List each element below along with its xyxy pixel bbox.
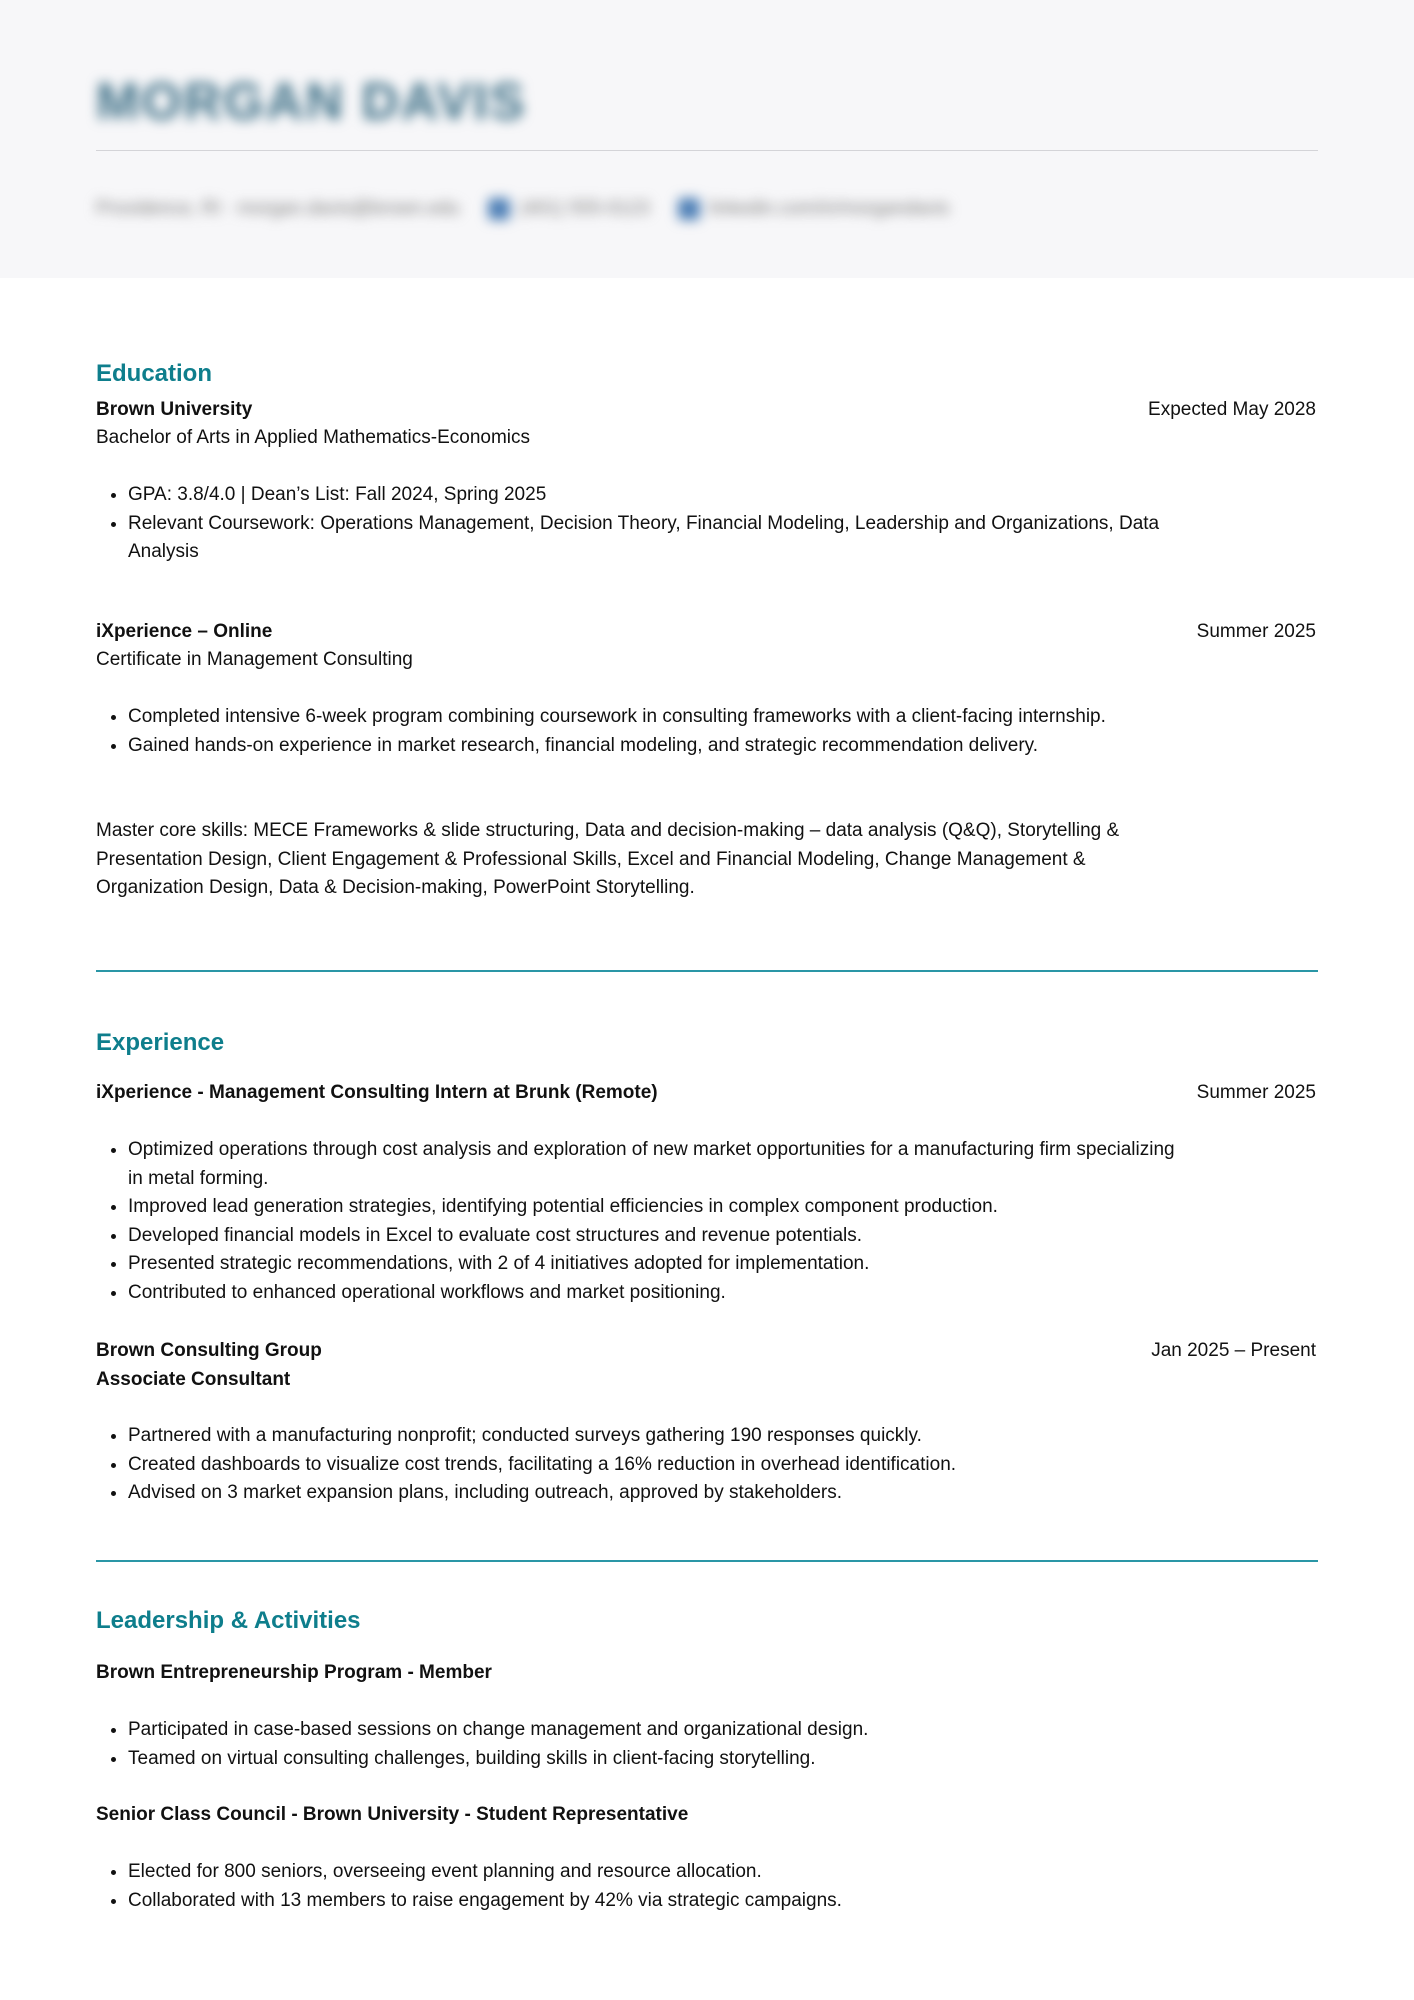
education-date-brown: Expected May 2028 — [1148, 399, 1316, 420]
contact-phone: (401) 555-0123 — [519, 198, 650, 219]
section-divider — [96, 1560, 1318, 1562]
resume-header — [0, 0, 1414, 278]
list-item: • Teamed on virtual consulting challenges, building skills in client-facing storytelling. — [128, 1745, 1188, 1774]
list-item: • Improved lead generation strategies, identifying potential efficiencies in complex component production. — [128, 1193, 1188, 1222]
list-item: • Optimized operations through cost analysis and exploration of new market opportunities for a manufacturing firm specializing in metal forming. — [128, 1136, 1188, 1193]
experience-date-ixperience: Summer 2025 — [1196, 1082, 1316, 1103]
list-item: • Relevant Coursework: Operations Management, Decision Theory, Financial Modeling, Leadership and Organizations, Data Analysis — [128, 510, 1188, 567]
list-item: • Completed intensive 6-week program combining coursework in consulting frameworks with a client-facing internship. — [128, 703, 1188, 732]
education-bullets-ixperience — [96, 703, 1188, 760]
leadership-bullets-entrepreneurship — [96, 1716, 1188, 1773]
section-divider — [96, 970, 1318, 972]
header-divider — [96, 150, 1318, 151]
leadership-org-entrepreneurship: Brown Entrepreneurship Program - Member — [96, 1662, 492, 1683]
experience-org-ixperience: iXperience - Management Consulting Intern at Brunk (Remote) — [96, 1082, 658, 1103]
leadership-org-class-council: Senior Class Council - Brown University - Student Representative — [96, 1804, 689, 1825]
leadership-bullets-class-council — [96, 1858, 1188, 1915]
contact-link[interactable]: linkedin.com/in/morgandavis — [709, 198, 950, 219]
education-date-ixperience: Summer 2025 — [1196, 621, 1316, 642]
section-title-leadership: Leadership & Activities — [96, 1607, 361, 1634]
list-item: • GPA: 3.8/4.0 | Dean’s List: Fall 2024, Spring 2025 — [128, 481, 1188, 510]
education-degree-ixperience: Certificate in Management Consulting — [96, 649, 413, 670]
section-title-experience: Experience — [96, 1029, 225, 1056]
education-bullets-brown — [96, 481, 1188, 567]
linkedin-icon — [678, 198, 700, 220]
experience-bullets-bcg — [96, 1422, 1188, 1508]
list-item: • Presented strategic recommendations, with 2 of 4 initiatives adopted for implementation. — [128, 1250, 1188, 1279]
list-item: • Developed financial models in Excel to evaluate cost structures and revenue potentials. — [128, 1222, 1188, 1251]
list-item: • Participated in case-based sessions on change management and organizational design. — [128, 1716, 1188, 1745]
experience-org-bcg: Brown Consulting Group — [96, 1340, 322, 1361]
section-title-education: Education — [96, 360, 213, 387]
experience-date-bcg: Jan 2025 – Present — [1151, 1340, 1316, 1361]
experience-role-bcg: Associate Consultant — [96, 1369, 291, 1390]
list-item: • Created dashboards to visualize cost trends, facilitating a 16% reduction in overhead identification. — [128, 1451, 1188, 1480]
contact-line — [96, 198, 949, 220]
list-item: • Gained hands-on experience in market research, financial modeling, and strategic recommendation delivery. — [128, 732, 1188, 761]
education-skills-note: Master core skills: MECE Frameworks & slide structuring, Data and decision-making – data analysis (Q&Q), Storytelling & Presentation Design, Client Engagement & Professional Skills, Excel and Financial Modeling, Change Management & Organization Design, Data & Decision-making, PowerPoint Storytelling. — [96, 820, 1120, 899]
experience-bullets-ixperience — [96, 1136, 1188, 1308]
list-item: • Partnered with a manufacturing nonprofit; conducted surveys gathering 190 responses quickly. — [128, 1422, 1188, 1451]
list-item: • Contributed to enhanced operational workflows and market positioning. — [128, 1279, 1188, 1308]
list-item: • Advised on 3 market expansion plans, including outreach, approved by stakeholders. — [128, 1479, 1188, 1508]
phone-icon — [488, 198, 510, 220]
education-org-ixperience: iXperience – Online — [96, 621, 273, 642]
education-degree-brown: Bachelor of Arts in Applied Mathematics-Economics — [96, 427, 531, 448]
list-item: • Elected for 800 seniors, overseeing event planning and resource allocation. — [128, 1858, 1188, 1887]
contact-address: Providence, RI · morgan.davis@brown.edu — [96, 198, 460, 219]
list-item: • Collaborated with 13 members to raise engagement by 42% via strategic campaigns. — [128, 1887, 1188, 1916]
candidate-name: MORGAN DAVIS — [96, 73, 527, 131]
education-org-brown: Brown University — [96, 399, 253, 420]
